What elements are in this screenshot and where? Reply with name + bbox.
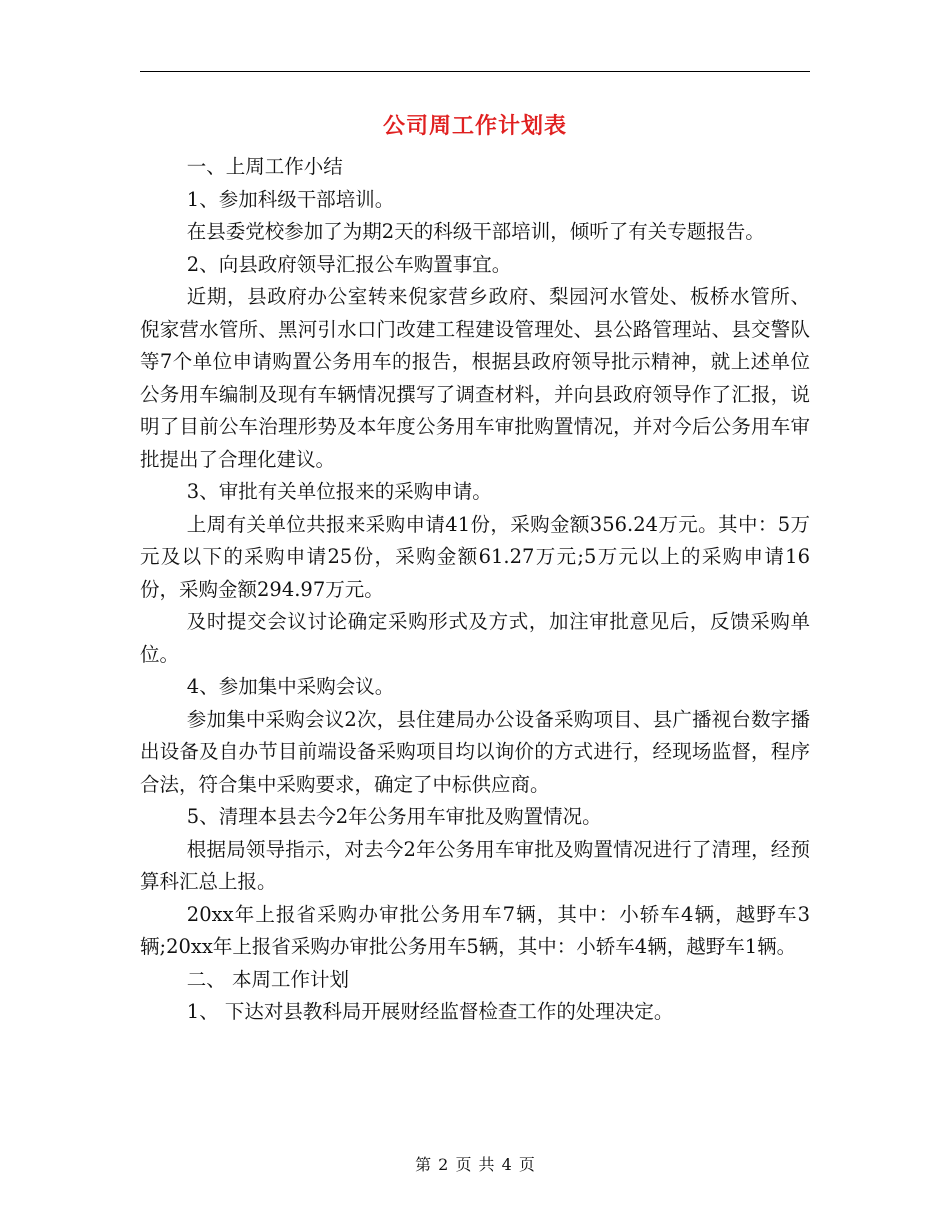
- list-item-heading: 1、 下达对县教科局开展财经监督检查工作的处理决定。: [186, 1000, 674, 1023]
- list-item-heading: 5、清理本县去今2年公务用车审批及购置情况。: [186, 805, 602, 828]
- section-heading: 一、上周工作小结: [186, 155, 343, 178]
- section-heading: 二、 本周工作计划: [186, 967, 349, 991]
- body-paragraph: 及时提交会议讨论确定采购形式及方式，加注审批意见后，反馈采购单位。: [140, 610, 810, 666]
- body-paragraph: 在县委党校参加了为期2天的科级干部培训，倾听了有关专题报告。: [186, 220, 765, 243]
- list-item-heading: 2、向县政府领导汇报公车购置事宜。: [186, 252, 512, 276]
- document-title: 公司周工作计划表: [382, 113, 567, 139]
- body-paragraph: 近期，县政府办公室转来倪家营乡政府、梨园河水管处、板桥水管所、倪家营水管所、黑河引水口门改建工程建设管理处、县公路管理站、县交警队等7个单位申请购置公务用车的报告，根据县政府领导批示精神，就上述单位公务用车编制及现有车辆情况撰写了调查材料，并向县政府领导作了汇报，说明了目前公车治理形势及本年度公务用车审批购置情况，并对今后公务用车审批提出了合理化建议。: [140, 285, 810, 471]
- list-item-heading: 4、参加集中采购会议。: [186, 675, 395, 698]
- body-paragraph: 参加集中采购会议2次，县住建局办公设备采购项目、县广播视台数字播出设备及自办节目前端设备采购项目均以询价的方式进行，经现场监督，程序合法，符合集中采购要求，确定了中标供应商。: [140, 707, 810, 796]
- header-rule: [140, 71, 810, 72]
- body-paragraph: 上周有关单位共报来采购申请41份，采购金额356.24万元。其中：5万元及以下的采购申请25份，采购金额61.27万元;5万元以上的采购申请16份，采购金额294.97万元。: [140, 512, 810, 601]
- body-paragraph: 根据局领导指示，对去今2年公务用车审批及购置情况进行了清理，经预算科汇总上报。: [140, 837, 810, 893]
- page-number: 第 2 页 共 4 页: [415, 1155, 535, 1174]
- list-item-heading: 1、参加科级干部培训。: [186, 187, 395, 211]
- document-body: [140, 151, 810, 1029]
- body-paragraph: 20xx年上报省采购办审批公务用车7辆，其中：小轿车4辆，越野车3辆;20xx年上报省采购办审批公务用车5辆，其中：小轿车4辆，越野车1辆。: [140, 902, 810, 958]
- list-item-heading: 3、审批有关单位报来的采购申请。: [186, 480, 492, 503]
